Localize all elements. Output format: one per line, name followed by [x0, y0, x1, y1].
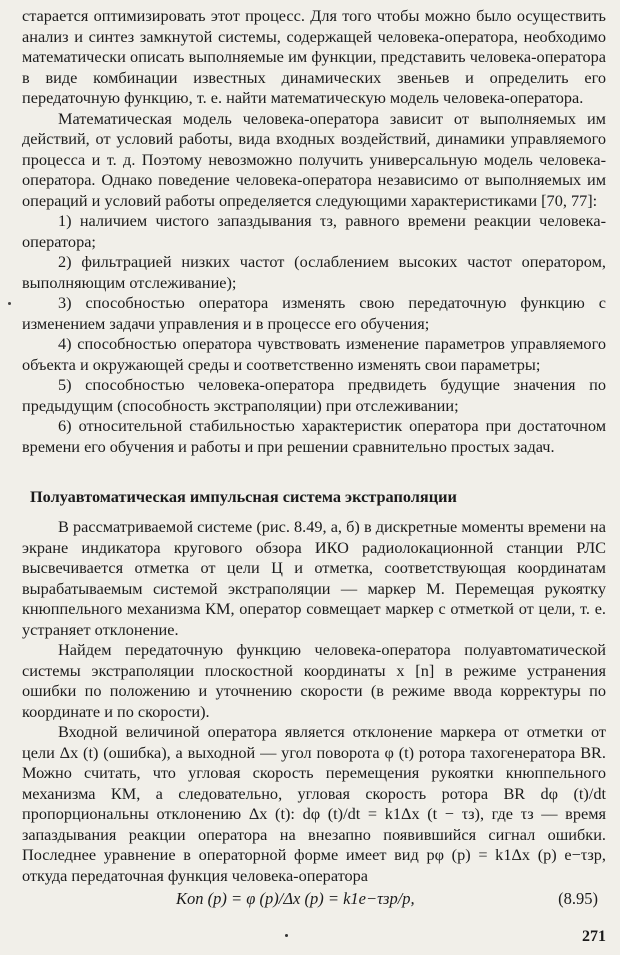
section-heading: Полуавтоматическая импульсная система экстраполяции [30, 487, 457, 506]
print-speck [8, 302, 11, 305]
list-item: 4) способностью оператора чувствовать изменение параметров управляемого объекта и окружающей среды и соответственно изменять свои параметры; [22, 334, 606, 374]
page-number: 271 [582, 928, 606, 945]
footer-dot [285, 934, 288, 937]
equation-8-95: Kоп (p) = φ (p)/Δx (p) = k1e−τзp/p, [176, 889, 415, 908]
equation-line [22, 886, 606, 912]
section-body [22, 517, 606, 886]
characteristics-list [22, 211, 606, 457]
paragraph-transfer-function-task: Найдем передаточную функцию человека-оператора полуавтоматической системы экстраполяции плоскостной координаты x [n] в режиме устранения ошибки по положению и уточнению скорости (в режиме ввода корректуры по координате и по скорости). [22, 640, 606, 721]
intro-text [22, 6, 606, 211]
equation-number: (8.95) [558, 889, 598, 908]
paragraph-derivation: Входной величиной оператора является отклонение маркера от отметки от цели Δx (t) (ошибка), а выходной — угол поворота φ (t) ротора тахогенератора BR. Можно считать, что угловая скорость перемещения рукоятки кнюппельного механизма КМ, а следовательно, угловая скорость ротора BR dφ (t)/dt пропорциональны отклонению Δx (t): dφ (t)/dt = k1Δx (t − τз), где τз — время запаздывания реакции оператора на внезапно появившийся сигнал ошибки. Последнее уравнение в операторной форме имеет вид pφ (p) = k1Δx (p) e−τзp, откуда передаточная функция человека-оператора [22, 722, 606, 885]
list-item: 6) относительной стабильностью характеристик оператора при достаточном времени его обучения и работы и при решении сравнительно простых задач. [22, 416, 606, 456]
list-item: 5) способностью человека-оператора предвидеть будущие значения по предыдущим (способность экстраполяции) при отслеживании; [22, 375, 606, 415]
paragraph-system-description: В рассматриваемой системе (рис. 8.49, а, б) в дискретные моменты времени на экране индикатора кругового обзора ИКО радиолокационной станции РЛС высвечивается отметка от цели Ц и отметка, соответствующая координатам вырабатываемым системой экстраполяции — маркер М. Перемещая рукоятку кнюппельного механизма КМ, оператор совмещает маркер с отметкой от цели, т. е. устраняет отклонение. [22, 517, 606, 639]
list-item: 2) фильтрацией низких частот (ослаблением высоких частот оператором, выполняющим отслеживание); [22, 252, 606, 292]
list-item: 3) способностью оператора изменять свою передаточную функцию с изменением задачи управления и в процессе его обучения; [22, 293, 606, 333]
page-footer [22, 928, 606, 948]
list-item: 1) наличием чистого запаздывания τз, равного времени реакции человека-оператора; [22, 211, 606, 251]
paragraph-continuation: старается оптимизировать этот процесс. Для того чтобы можно было осуществить анализ и синтез замкнутой системы, содержащей человека-оператора, необходимо математически описать выполняемые им функции, представить человека-оператора в виде комбинации известных динамических звеньев и определить его передаточную функцию, т. е. найти математическую модель человека-оператора. [22, 6, 606, 107]
paragraph-model-dependence: Математическая модель человека-оператора зависит от выполняемых им действий, от условий работы, вида входных воздействий, динамики управляемого процесса и т. д. Поэтому невозможно получить универсальную модель человека-оператора. Однако поведение человека-оператора независимо от выполняемых им операций и условий работы определяется следующими характеристиками [70, 77]: [22, 108, 606, 210]
